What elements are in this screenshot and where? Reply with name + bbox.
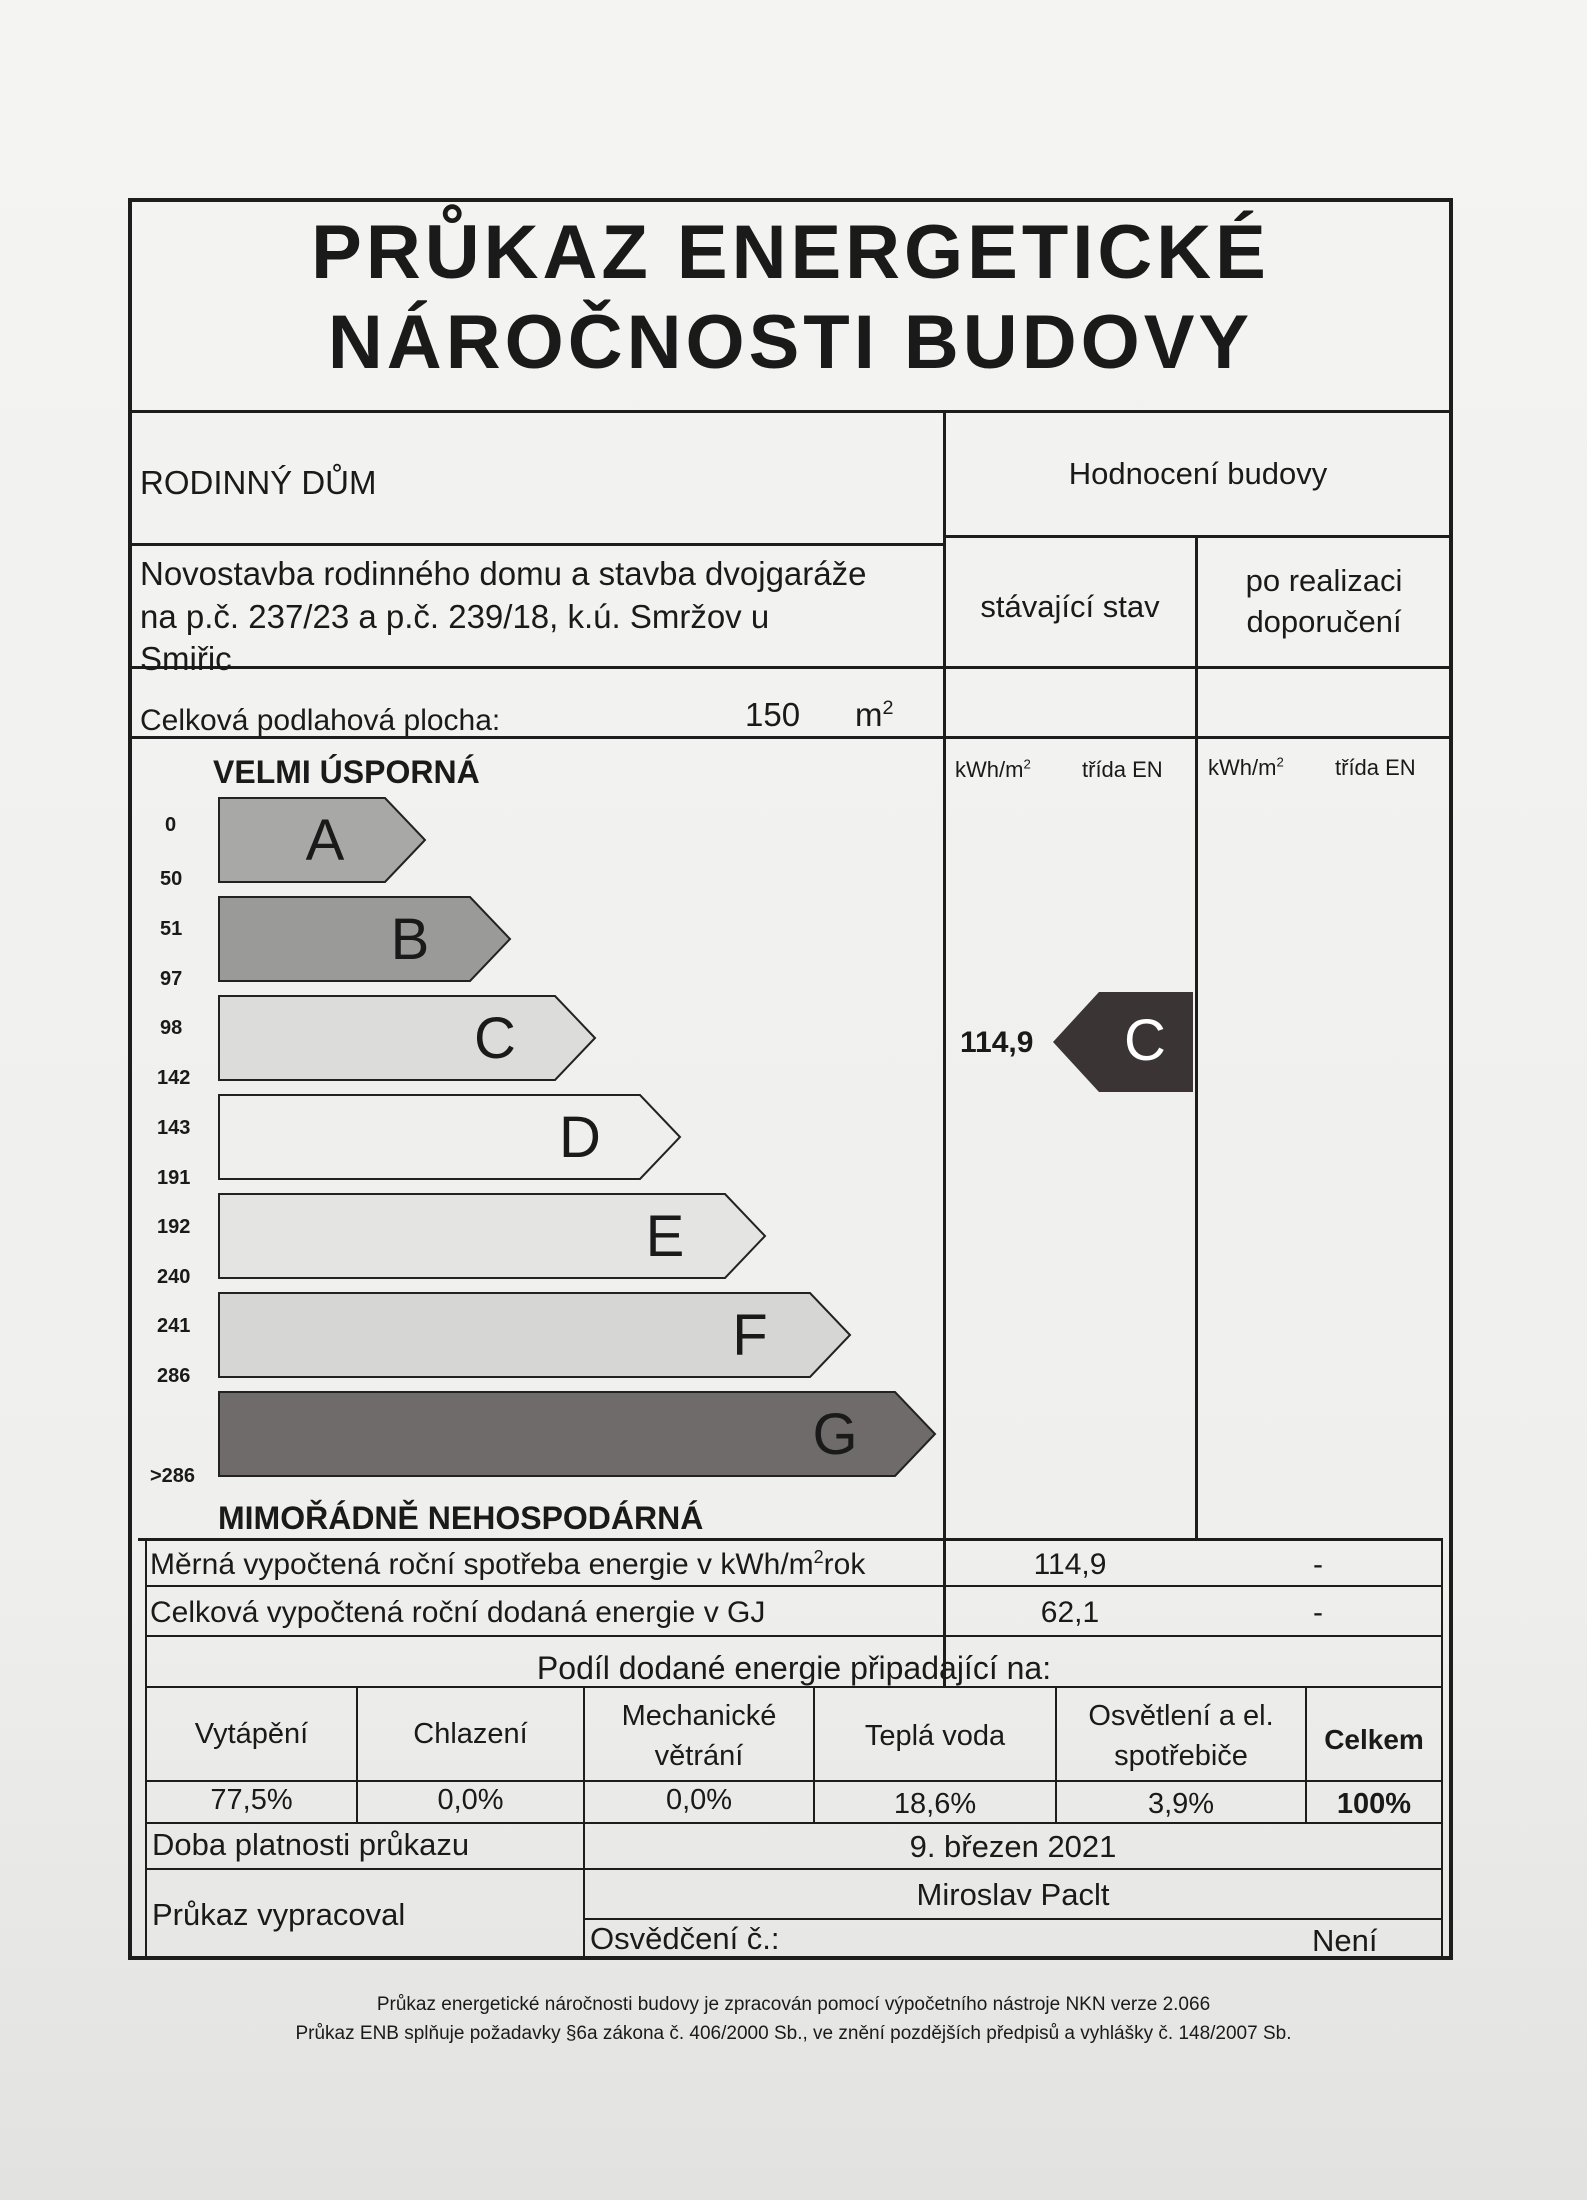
energy-class-letter: E xyxy=(645,1204,685,1269)
after-recommendation-line-2: doporučení xyxy=(1246,604,1402,639)
range-c-to: 142 xyxy=(157,1067,191,1089)
building-description-line-1: Novostavba rodinného domu a stavba dvojgaráže xyxy=(140,555,867,592)
energy-class-arrow xyxy=(219,897,510,981)
specific-consumption-current: 114,9 xyxy=(1033,1548,1107,1581)
divider-current-after xyxy=(1195,535,1198,1538)
range-f-from: 241 xyxy=(157,1315,191,1337)
energy-class-letter: B xyxy=(390,907,430,972)
energy-class-letter: C xyxy=(474,1006,516,1071)
footer-line-1: Průkaz energetické náročnosti budovy je zpracován pomocí výpočetního nástroje NKN verze 2.066 xyxy=(376,1994,1211,2015)
energy-class-e xyxy=(219,1194,765,1278)
share-cooling-value: 0,0% xyxy=(437,1784,504,1816)
energy-class-letter: G xyxy=(812,1402,858,1467)
range-e-from: 192 xyxy=(157,1216,191,1238)
divider-total xyxy=(145,1635,1443,1637)
energy-class-arrow xyxy=(219,996,595,1080)
current-state-header: stávající stav xyxy=(980,589,1160,624)
total-energy-current: 62,1 xyxy=(1040,1596,1100,1629)
range-e-to: 240 xyxy=(157,1266,191,1288)
certificate-label: Osvědčení č.: xyxy=(590,1921,780,1956)
floor-area-unit: $m^2$ xyxy=(855,696,894,733)
building-description-line-2: na p.č. 237/23 a p.č. 239/18, k.ú. Smržov u xyxy=(140,598,770,635)
divider-scale-bottom xyxy=(138,1538,1443,1541)
footer-line-2: Průkaz ENB splňuje požadavky §6a zákona č. 406/2000 Sb., ve znění pozdějších předpisů a vyhlášky č. 148/2007 Sb. xyxy=(295,2023,1292,2044)
scale-top-label: VELMI ÚSPORNÁ xyxy=(213,754,480,790)
share-heating-label: Vytápění xyxy=(194,1718,309,1750)
energy-class-f xyxy=(219,1293,850,1377)
share-ventilation-label-1: Mechanické xyxy=(621,1700,777,1732)
energy-class-g xyxy=(219,1392,935,1476)
divider-under-title xyxy=(130,410,1451,413)
energy-class-letter: D xyxy=(559,1105,601,1170)
author-name: Miroslav Paclt xyxy=(916,1877,1110,1912)
range-a-from: 0 xyxy=(165,814,177,836)
unit-header-current: kWh/$m^2$ xyxy=(955,756,1031,782)
share-lighting-label-2: spotřebiče xyxy=(1114,1740,1248,1772)
building-description-line-3: Smiřic xyxy=(140,640,232,677)
specific-consumption-after: - xyxy=(1313,1548,1323,1581)
class-header-current: třída EN xyxy=(1082,757,1163,782)
share-lighting-value: 3,9% xyxy=(1147,1788,1215,1820)
scale-bottom-label: MIMOŘÁDNĚ NEHOSPODÁRNÁ xyxy=(218,1500,704,1536)
shares-header: Podíl dodané energie připadající na: xyxy=(536,1650,1052,1686)
title-line-2: NÁROČNOSTI BUDOVY xyxy=(327,300,1254,385)
evaluation-header: Hodnocení budovy xyxy=(1068,456,1328,491)
divider-description xyxy=(130,666,1451,669)
energy-class-letter: F xyxy=(732,1303,768,1368)
share-cooling-label: Chlazení xyxy=(413,1718,528,1750)
energy-class-c xyxy=(219,996,595,1080)
author-label: Průkaz vypracoval xyxy=(152,1897,406,1932)
building-type: RODINNÝ DŮM xyxy=(140,464,377,501)
share-total-value: 100% xyxy=(1336,1788,1412,1820)
divider-specific xyxy=(145,1585,1443,1587)
certificate-value: Není xyxy=(1312,1923,1378,1958)
unit-header-after: kWh/$m^2$ xyxy=(1208,754,1284,780)
divider-eval-header xyxy=(945,535,1451,538)
range-d-from: 143 xyxy=(157,1117,191,1139)
energy-class-a xyxy=(219,798,425,882)
range-c-from: 98 xyxy=(160,1017,183,1039)
range-b-to: 97 xyxy=(160,968,183,990)
current-value: 114,9 xyxy=(960,1026,1034,1059)
share-total-label: Celkem xyxy=(1324,1724,1424,1755)
validity-value: 9. březen 2021 xyxy=(909,1829,1117,1864)
floor-area-label: Celková podlahová plocha: xyxy=(140,704,501,737)
share-heating-value: 77,5% xyxy=(210,1784,293,1816)
specific-consumption-label: Měrná vypočtená roční spotřeba energie v kWh/$m^2rok$ xyxy=(150,1547,866,1581)
after-recommendation-line-1: po realizaci xyxy=(1245,563,1403,598)
inner-right-edge xyxy=(1441,1538,1443,1958)
total-energy-label: Celková vypočtená roční dodaná energie v GJ xyxy=(150,1596,766,1629)
share-hot-water-label: Teplá voda xyxy=(864,1720,1006,1752)
range-b-from: 51 xyxy=(160,918,183,940)
share-hot-water-value: 18,6% xyxy=(893,1788,977,1820)
divider-validity xyxy=(145,1868,1443,1870)
current-class-indicator xyxy=(1053,992,1195,1092)
divider-type xyxy=(130,543,945,546)
share-lighting-label-1: Osvětlení a el. xyxy=(1088,1700,1274,1732)
divider-shares-values xyxy=(145,1822,1443,1824)
floor-area-value: 150 xyxy=(745,696,801,733)
energy-class-arrow xyxy=(219,1095,680,1179)
share-ventilation-label-2: větrání xyxy=(654,1740,744,1772)
share-ventilation-value: 0,0% xyxy=(665,1784,733,1816)
current-class-letter: C xyxy=(1124,1008,1166,1073)
range-a-to: 50 xyxy=(160,868,183,890)
range-g-from: >286 xyxy=(150,1465,196,1487)
energy-class-scale xyxy=(215,790,945,1490)
energy-class-letter: A xyxy=(305,808,345,873)
range-f-to: 286 xyxy=(157,1365,191,1387)
range-d-to: 191 xyxy=(157,1167,191,1189)
class-header-after: třída EN xyxy=(1335,755,1416,780)
validity-label: Doba platnosti průkazu xyxy=(152,1827,470,1862)
energy-class-d xyxy=(219,1095,680,1179)
energy-class-b xyxy=(219,897,510,981)
title-line-1: PRŮKAZ ENERGETICKÉ xyxy=(311,210,1270,295)
total-energy-after: - xyxy=(1313,1596,1323,1629)
